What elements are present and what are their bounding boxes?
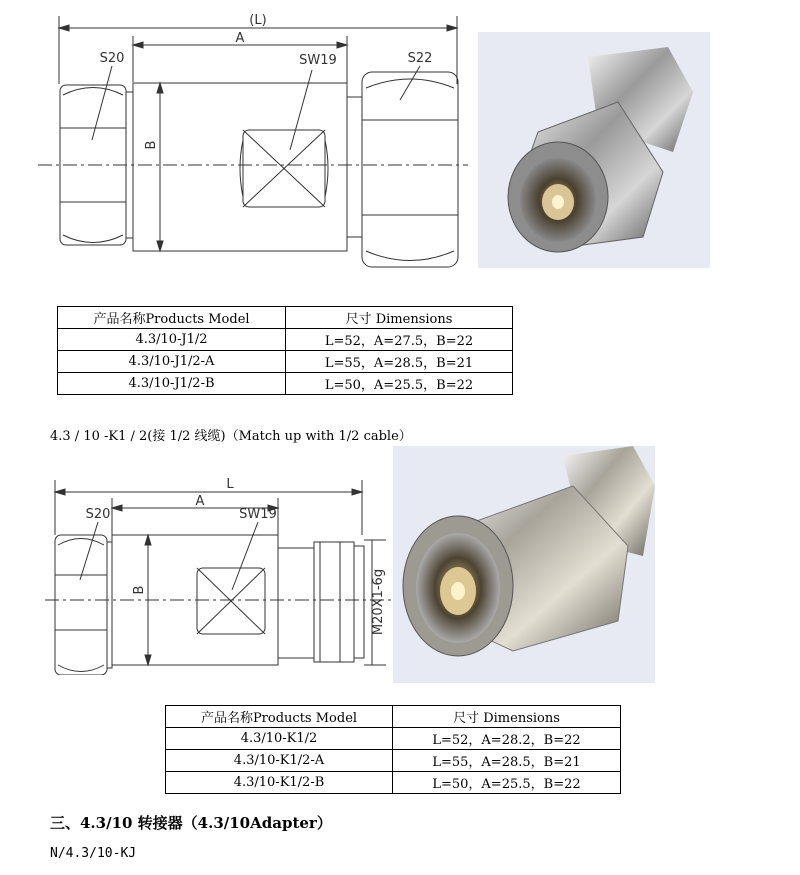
section-subheading-adapter: N/4.3/10-KJ <box>50 846 137 861</box>
column-header-model: 产品名称Products Model <box>166 706 393 728</box>
dimension-cell: L=52，A=28.2，B=22 <box>393 728 621 750</box>
column-header-dimensions: 尺寸 Dimensions <box>286 307 513 329</box>
section-caption-female: 4.3 / 10 -K1 / 2(接 1/2 线缆)（Match up with 1/2 cable） <box>50 429 412 444</box>
model-cell: 4.3/10-J1/2 <box>58 329 286 351</box>
column-header-model: 产品名称Products Model <box>58 307 286 329</box>
model-cell: 4.3/10-J1/2-A <box>58 351 286 373</box>
dim-label-L: L <box>226 477 234 492</box>
table-header-row <box>166 706 621 728</box>
model-cell: 4.3/10-J1/2-B <box>58 373 286 395</box>
table-header-row <box>58 307 513 329</box>
column-header-dimensions: 尺寸 Dimensions <box>393 706 621 728</box>
dim-label-A: A <box>235 31 245 46</box>
label-s20: S20 <box>85 507 111 522</box>
table-row <box>58 351 513 373</box>
dimension-cell: L=50，A=25.5，B=22 <box>286 373 513 395</box>
label-thread: M20X1-6g <box>371 568 386 636</box>
model-cell: 4.3/10-K1/2 <box>166 728 393 750</box>
table-row <box>166 750 621 772</box>
label-sw19: SW19 <box>239 507 277 522</box>
dimension-cell: L=55，A=28.5，B=21 <box>393 750 621 772</box>
label-sw19: SW19 <box>299 53 337 68</box>
label-s20: S20 <box>99 51 125 66</box>
connector-male-drawing <box>0 0 470 275</box>
table-row <box>166 772 621 794</box>
table-row <box>58 329 513 351</box>
product-photo-male <box>478 32 710 268</box>
specs-table-female <box>165 705 621 794</box>
dim-label-B: B <box>144 140 159 150</box>
section-heading-adapter: 三、4.3/10 转接器（4.3/10Adapter） <box>50 814 332 832</box>
table-row <box>58 373 513 395</box>
connector-female-drawing <box>0 460 400 675</box>
dimension-cell: L=50，A=25.5，B=22 <box>393 772 621 794</box>
dim-label-A: A <box>195 494 205 509</box>
dim-label-B: B <box>132 585 147 595</box>
model-cell: 4.3/10-K1/2-B <box>166 772 393 794</box>
dimension-cell: L=52，A=27.5，B=22 <box>286 329 513 351</box>
specs-table-male <box>57 306 513 395</box>
table-row <box>166 728 621 750</box>
label-s22: S22 <box>407 51 433 66</box>
product-photo-female <box>393 446 655 683</box>
dimension-cell: L=55，A=28.5，B=21 <box>286 351 513 373</box>
model-cell: 4.3/10-K1/2-A <box>166 750 393 772</box>
dim-label-L: (L) <box>249 13 267 28</box>
